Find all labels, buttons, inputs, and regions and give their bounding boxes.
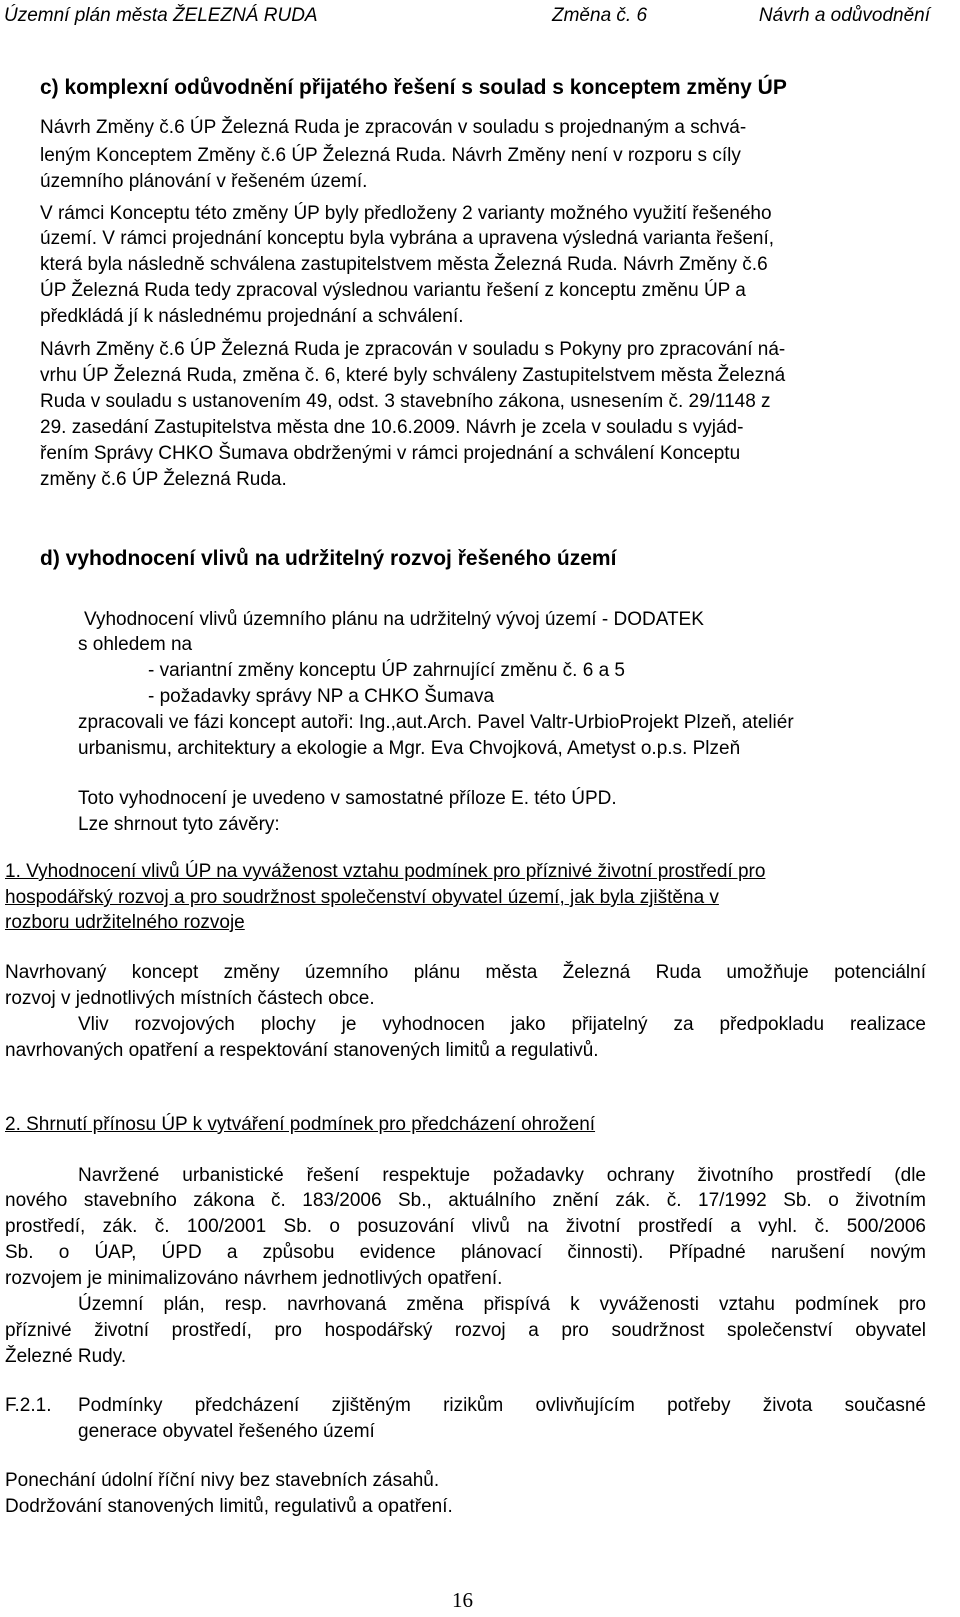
section-d-line: Vyhodnocení vlivů územního plánu na udržitelný vývoj území - DODATEK (84, 609, 704, 630)
page-number: 16 (452, 1588, 473, 1612)
item-2-heading: 2. Shrnutí přínosu ÚP k vytváření podmínek pro předcházení ohrožení (5, 1114, 596, 1135)
section-d-line: urbanismu, architektury a ekologie a Mgr. Eva Chvojková, Ametyst o.p.s. Plzeň (78, 738, 741, 759)
f21-number: F.2.1. (5, 1395, 52, 1416)
item-1-heading-line: rozboru udržitelného rozvoje (5, 912, 245, 933)
f21-heading-line: generace obyvatel řešeného území (78, 1421, 375, 1442)
item-1-body-line: Vliv rozvojových plochy je vyhodnocen jako přijatelný za předpokladu realizace (78, 1014, 926, 1035)
section-c-line: 29. zasedání Zastupitelstva města dne 10.6.2009. Návrh je zcela v souladu s vyjád- (40, 417, 744, 438)
item-1-heading-line: hospodářský rozvoj a pro soudržnost společenství obyvatel území, jak byla zjištěna v (5, 887, 719, 908)
page-header (4, 5, 930, 35)
section-c-line: která byla následně schválena zastupitelstvem města Železná Ruda. Návrh Změny č.6 (40, 254, 768, 275)
header-document-type: Návrh a odůvodnění (758, 5, 930, 26)
item-2-body-line: rozvojem je minimalizováno návrhem jednotlivých opatření. (5, 1268, 503, 1289)
section-c-line: řením Správy CHKO Šumava obdrženými v rámci projednání a schválení Konceptu (40, 443, 741, 464)
item-1-body-line: Navrhovaný koncept změny územního plánu města Železná Ruda umožňuje potenciální (5, 962, 926, 983)
section-d-title: d) vyhodnocení vlivů na udržitelný rozvoj řešeného území (40, 547, 617, 570)
section-c-line: předkládá jí k následnému projednání a schválení. (40, 306, 464, 327)
section-c-line: změny č.6 ÚP Železná Ruda. (40, 469, 287, 490)
item-1-body-line: rozvoj v jednotlivých místních částech obce. (5, 988, 375, 1009)
section-c-line: ÚP Železná Ruda tedy zpracoval výslednou variantu řešení z konceptu změnu ÚP a (40, 280, 746, 301)
header-change-number: Změna č. 6 (552, 5, 648, 26)
section-c-line: vrhu ÚP Železná Ruda, změna č. 6, které byly schváleny Zastupitelstvem města Železná (40, 365, 786, 386)
item-2-body-line: nového stavebního zákona č. 183/2006 Sb., aktuálního znění zák. č. 17/1992 Sb. o životním (5, 1190, 926, 1211)
section-c-line: území. V rámci projednání konceptu byla vybrána a upravena výsledná varianta řešení, (40, 228, 775, 249)
section-d-line: Toto vyhodnocení je uvedeno v samostatné příloze E. této ÚPD. (78, 788, 617, 809)
section-d-line: s ohledem na (78, 634, 193, 655)
f21-heading-line: Podmínky předcházení zjištěným rizikům ovlivňujícím potřeby života současné (78, 1395, 926, 1416)
item-1-heading-line: 1. Vyhodnocení vlivů ÚP na vyváženost vztahu podmínek pro příznivé životní prostředí pro (5, 861, 766, 882)
section-c-line: Návrh Změny č.6 ÚP Železná Ruda je zpracován v souladu s projednaným a schvá- (40, 117, 747, 138)
item-1-body-line: navrhovaných opatření a respektování stanovených limitů a regulativů. (5, 1040, 599, 1061)
item-2-body-line: Územní plán, resp. navrhovaná změna přispívá k vyváženosti vztahu podmínek pro (78, 1294, 926, 1315)
section-d-line: - variantní změny konceptu ÚP zahrnující změnu č. 6 a 5 (148, 660, 625, 681)
item-2-body-line: Sb. o ÚAP, ÚPD a způsobu evidence plánovací činnosti). Případné narušení novým (5, 1242, 926, 1263)
section-c-title: c) komplexní odůvodnění přijatého řešení s soulad s konceptem změny ÚP (40, 76, 787, 99)
section-c-line: leným Konceptem Změny č.6 ÚP Železná Ruda. Návrh Změny není v rozporu s cíly (40, 145, 741, 166)
section-d-line: Lze shrnout tyto závěry: (78, 814, 280, 835)
section-d-line: - požadavky správy NP a CHKO Šumava (148, 686, 495, 707)
item-2-body-line: příznivé životní prostředí, pro hospodářský rozvoj a pro soudržnost společenství obyvatel (5, 1320, 926, 1341)
section-c-line: Ruda v souladu s ustanovením 49, odst. 3 stavebního zákona, usnesením č. 29/1148 z (40, 391, 771, 412)
item-2-body-line: Navržené urbanistické řešení respektuje požadavky ochrany životního prostředí (dle (78, 1165, 926, 1186)
section-d-line: zpracovali ve fázi koncept autoři: Ing.,aut.Arch. Pavel Valtr-UrbioProjekt Plzeň, ateliér (78, 712, 794, 733)
item-2-body-line: prostředí, zák. č. 100/2001 Sb. o posuzování vlivů na životní prostředí a vyhl. č. 500/2006 (5, 1216, 926, 1237)
closing-line: Dodržování stanovených limitů, regulativů a opatření. (5, 1496, 453, 1517)
closing-line: Ponechání údolní říční nivy bez stavebních zásahů. (5, 1470, 440, 1491)
section-c-line: územního plánování v řešeném území. (40, 171, 368, 192)
item-2-body-line: Železné Rudy. (5, 1346, 127, 1367)
header-plan-title: Územní plán města ŽELEZNÁ RUDA (4, 5, 318, 26)
section-c-line: Návrh Změny č.6 ÚP Železná Ruda je zpracován v souladu s Pokyny pro zpracování ná- (40, 339, 786, 360)
section-c-line: V rámci Konceptu této změny ÚP byly předloženy 2 varianty možného využití řešeného (40, 203, 772, 224)
